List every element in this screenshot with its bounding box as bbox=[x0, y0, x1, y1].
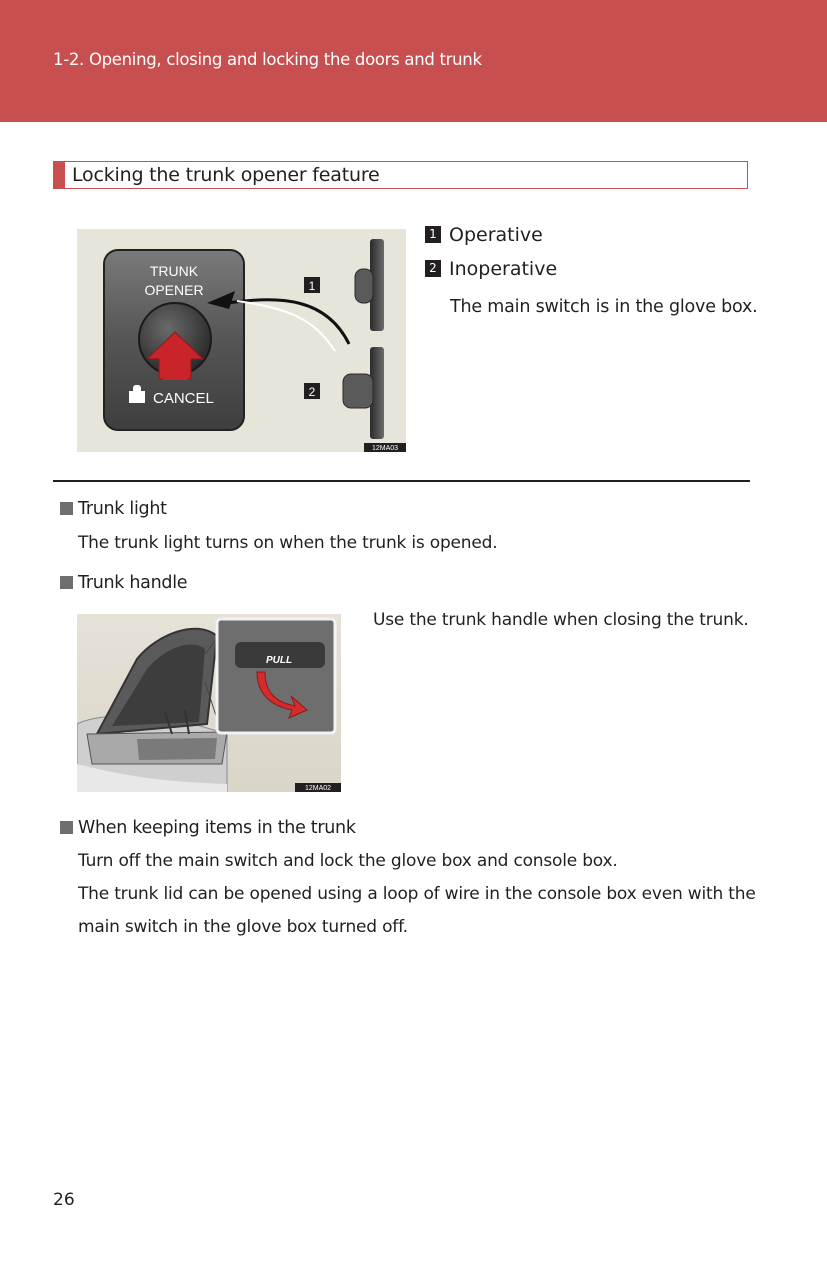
cancel-label: CANCEL bbox=[153, 390, 214, 407]
figure1-note: The main switch is in the glove box. bbox=[450, 297, 758, 317]
keeping-items-heading bbox=[60, 818, 356, 838]
square-bullet-icon bbox=[60, 576, 73, 589]
switch-label-line2: OPENER bbox=[144, 282, 204, 298]
section-divider bbox=[53, 480, 750, 482]
trunk-handle-heading bbox=[60, 573, 187, 593]
trunk-handle-text: Use the trunk handle when closing the trunk. bbox=[373, 610, 749, 630]
square-bullet-icon bbox=[60, 502, 73, 515]
trunk-opener-illustration bbox=[77, 229, 406, 452]
figure2-code: 12MA02 bbox=[304, 785, 332, 792]
section-title: Locking the trunk opener feature bbox=[72, 164, 380, 186]
marker-1: 1 bbox=[308, 279, 316, 293]
trunk-light-heading-text: Trunk light bbox=[78, 499, 167, 519]
legend-badge-1: 1 bbox=[425, 226, 441, 243]
legend-label-2: Inoperative bbox=[449, 258, 558, 280]
keeping-items-heading-text: When keeping items in the trunk bbox=[78, 818, 356, 838]
section-title-accent bbox=[53, 161, 65, 189]
trunk-handle-heading-text: Trunk handle bbox=[78, 573, 188, 593]
header-band bbox=[0, 0, 827, 122]
pull-label: PULL bbox=[265, 655, 293, 666]
legend-label-1: Operative bbox=[449, 224, 543, 246]
square-bullet-icon bbox=[60, 821, 73, 834]
page-number: 26 bbox=[53, 1190, 75, 1210]
figure1-code: 12MA03 bbox=[371, 445, 399, 452]
switch-label-line1: TRUNK bbox=[149, 263, 199, 279]
legend-badge-2: 2 bbox=[425, 260, 441, 277]
legend-item-inoperative bbox=[425, 258, 557, 280]
keeping-items-line3: main switch in the glove box turned off. bbox=[78, 917, 408, 937]
section-title-box bbox=[53, 161, 748, 189]
trunk-handle-illustration bbox=[77, 614, 341, 792]
keeping-items-line2: The trunk lid can be opened using a loop of wire in the console box even with the bbox=[78, 884, 756, 904]
trunk-light-heading bbox=[60, 499, 167, 519]
keeping-items-line1: Turn off the main switch and lock the glove box and console box. bbox=[78, 851, 618, 871]
marker-2: 2 bbox=[308, 385, 316, 399]
legend-item-operative bbox=[425, 224, 543, 246]
breadcrumb: 1-2. Opening, closing and locking the doors and trunk bbox=[53, 50, 482, 69]
trunk-light-text: The trunk light turns on when the trunk is opened. bbox=[78, 533, 498, 553]
